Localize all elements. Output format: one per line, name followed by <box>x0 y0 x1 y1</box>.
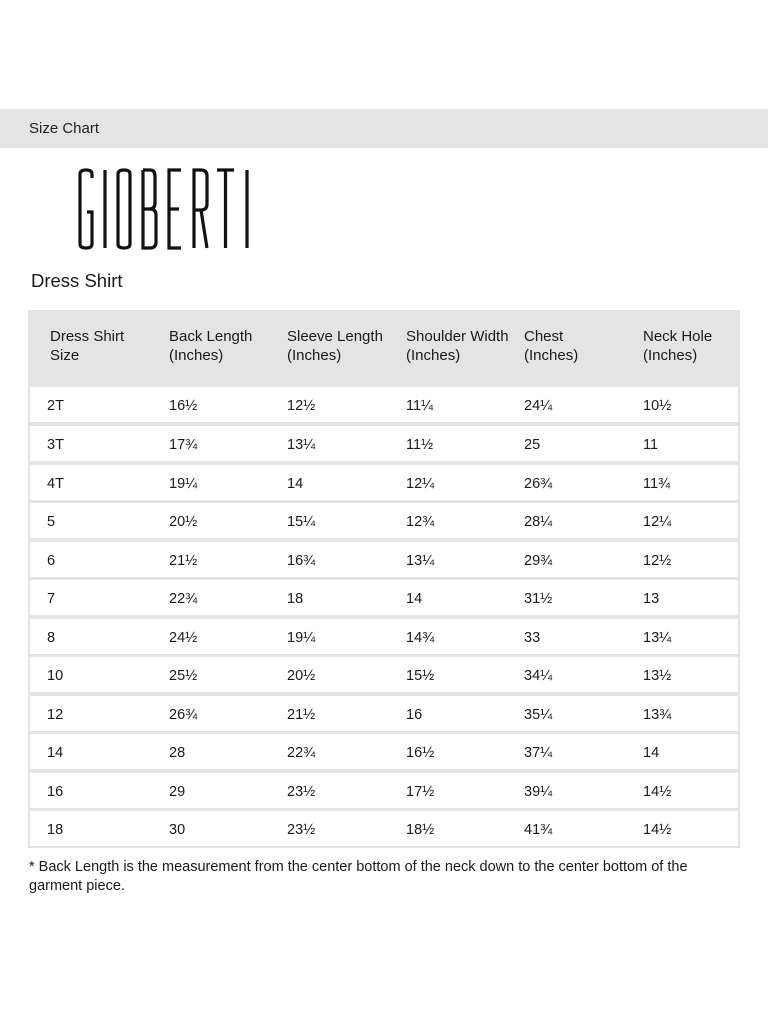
cell-sleeve-length: 13¼ <box>287 437 316 453</box>
cell-neck-hole: 14 <box>643 745 660 761</box>
column-header-size <box>50 327 124 365</box>
cell-size: 3T <box>47 437 64 453</box>
column-header-line: (Inches) <box>287 347 342 364</box>
cell-neck-hole: 13½ <box>643 668 672 684</box>
header-bar <box>0 109 768 148</box>
cell-shoulder-width: 14¾ <box>406 630 435 646</box>
cell-size: 7 <box>47 591 56 607</box>
cell-neck-hole: 12¼ <box>643 514 672 530</box>
column-header-line: Sleeve Length <box>287 328 383 345</box>
cell-size: 14 <box>47 745 64 761</box>
cell-sleeve-length: 14 <box>287 476 304 492</box>
cell-back-length: 30 <box>169 822 186 838</box>
cell-shoulder-width: 12¼ <box>406 476 435 492</box>
cell-size: 8 <box>47 630 56 646</box>
cell-back-length: 22¾ <box>169 591 198 607</box>
cell-shoulder-width: 12¾ <box>406 514 435 530</box>
cell-back-length: 16½ <box>169 398 198 414</box>
table-row <box>30 619 738 654</box>
cell-sleeve-length: 23½ <box>287 784 316 800</box>
table-row <box>30 426 738 461</box>
cell-sleeve-length: 12½ <box>287 398 316 414</box>
cell-shoulder-width: 16 <box>406 707 423 723</box>
cell-chest: 28¼ <box>524 514 553 530</box>
header-title: Size Chart <box>29 120 100 137</box>
cell-size: 10 <box>47 668 64 684</box>
cell-neck-hole: 14½ <box>643 822 672 838</box>
cell-sleeve-length: 19¼ <box>287 630 316 646</box>
cell-neck-hole: 11¾ <box>643 476 671 492</box>
column-header-shoulder-width <box>406 327 509 365</box>
table-row <box>30 657 738 692</box>
table-row <box>30 580 738 615</box>
cell-neck-hole: 10½ <box>643 398 672 414</box>
table-row <box>30 542 738 577</box>
cell-back-length: 25½ <box>169 668 198 684</box>
cell-size: 4T <box>47 476 64 492</box>
cell-size: 6 <box>47 553 56 569</box>
column-header-line: Back Length <box>169 328 253 345</box>
table-row <box>30 696 738 731</box>
column-header-chest <box>524 327 578 365</box>
cell-sleeve-length: 16¾ <box>287 553 316 569</box>
cell-sleeve-length: 15¼ <box>287 514 316 530</box>
column-header-line: Size <box>50 347 80 364</box>
cell-size: 16 <box>47 784 64 800</box>
cell-chest: 33 <box>524 630 541 646</box>
column-header-back-length <box>169 327 252 365</box>
table-row <box>30 734 738 769</box>
cell-chest: 39¼ <box>524 784 553 800</box>
cell-chest: 31½ <box>524 591 553 607</box>
column-header-line: Shoulder Width <box>406 328 509 345</box>
cell-chest: 24¼ <box>524 398 553 414</box>
cell-back-length: 29 <box>169 784 186 800</box>
cell-size: 12 <box>47 707 64 723</box>
cell-chest: 41¾ <box>524 822 553 838</box>
column-header-line: (Inches) <box>406 347 461 364</box>
table-row <box>30 465 738 500</box>
cell-back-length: 19¼ <box>169 476 198 492</box>
cell-back-length: 26¾ <box>169 707 198 723</box>
cell-sleeve-length: 23½ <box>287 822 316 838</box>
cell-neck-hole: 13 <box>643 591 660 607</box>
cell-neck-hole: 13¼ <box>643 630 672 646</box>
cell-neck-hole: 12½ <box>643 553 672 569</box>
table-row <box>30 387 738 422</box>
cell-back-length: 17¾ <box>169 437 198 453</box>
footnote: * Back Length is the measurement from the center bottom of the neck down to the center bottom of the garment piece. <box>29 859 688 894</box>
cell-chest: 29¾ <box>524 553 553 569</box>
cell-sleeve-length: 18 <box>287 591 304 607</box>
column-header-line: Dress Shirt <box>50 328 125 345</box>
cell-sleeve-length: 21½ <box>287 707 316 723</box>
cell-size: 2T <box>47 398 64 414</box>
cell-chest: 25 <box>524 437 541 453</box>
column-header-line: (Inches) <box>643 347 698 364</box>
cell-back-length: 28 <box>169 745 186 761</box>
column-header-line: (Inches) <box>169 347 224 364</box>
cell-back-length: 21½ <box>169 553 198 569</box>
column-header-line: (Inches) <box>524 347 579 364</box>
cell-size: 5 <box>47 514 56 530</box>
column-header-neck-hole <box>643 327 712 365</box>
cell-back-length: 24½ <box>169 630 198 646</box>
table-header <box>28 310 740 387</box>
section-title: Dress Shirt <box>31 270 123 291</box>
cell-neck-hole: 11 <box>643 437 659 453</box>
column-header-line: Neck Hole <box>643 328 713 345</box>
cell-chest: 26¾ <box>524 476 553 492</box>
column-header-sleeve-length <box>287 327 383 365</box>
table-row <box>30 811 738 846</box>
cell-neck-hole: 14½ <box>643 784 672 800</box>
gioberti-logo <box>76 168 276 250</box>
cell-sleeve-length: 20½ <box>287 668 316 684</box>
cell-sleeve-length: 22¾ <box>287 745 316 761</box>
column-header-line: Chest <box>524 328 564 345</box>
cell-neck-hole: 13¾ <box>643 707 672 723</box>
cell-chest: 35¼ <box>524 707 553 723</box>
size-chart-table <box>28 310 740 848</box>
cell-size: 18 <box>47 822 64 838</box>
cell-chest: 37¼ <box>524 745 553 761</box>
cell-shoulder-width: 16½ <box>406 745 435 761</box>
table-row <box>30 503 738 538</box>
cell-shoulder-width: 18½ <box>406 822 435 838</box>
cell-shoulder-width: 13¼ <box>406 553 435 569</box>
cell-shoulder-width: 11¼ <box>406 398 434 414</box>
cell-shoulder-width: 11½ <box>406 437 434 453</box>
cell-shoulder-width: 17½ <box>406 784 435 800</box>
table-row <box>30 773 738 808</box>
cell-back-length: 20½ <box>169 514 198 530</box>
cell-shoulder-width: 14 <box>406 591 423 607</box>
cell-shoulder-width: 15½ <box>406 668 435 684</box>
cell-chest: 34¼ <box>524 668 553 684</box>
